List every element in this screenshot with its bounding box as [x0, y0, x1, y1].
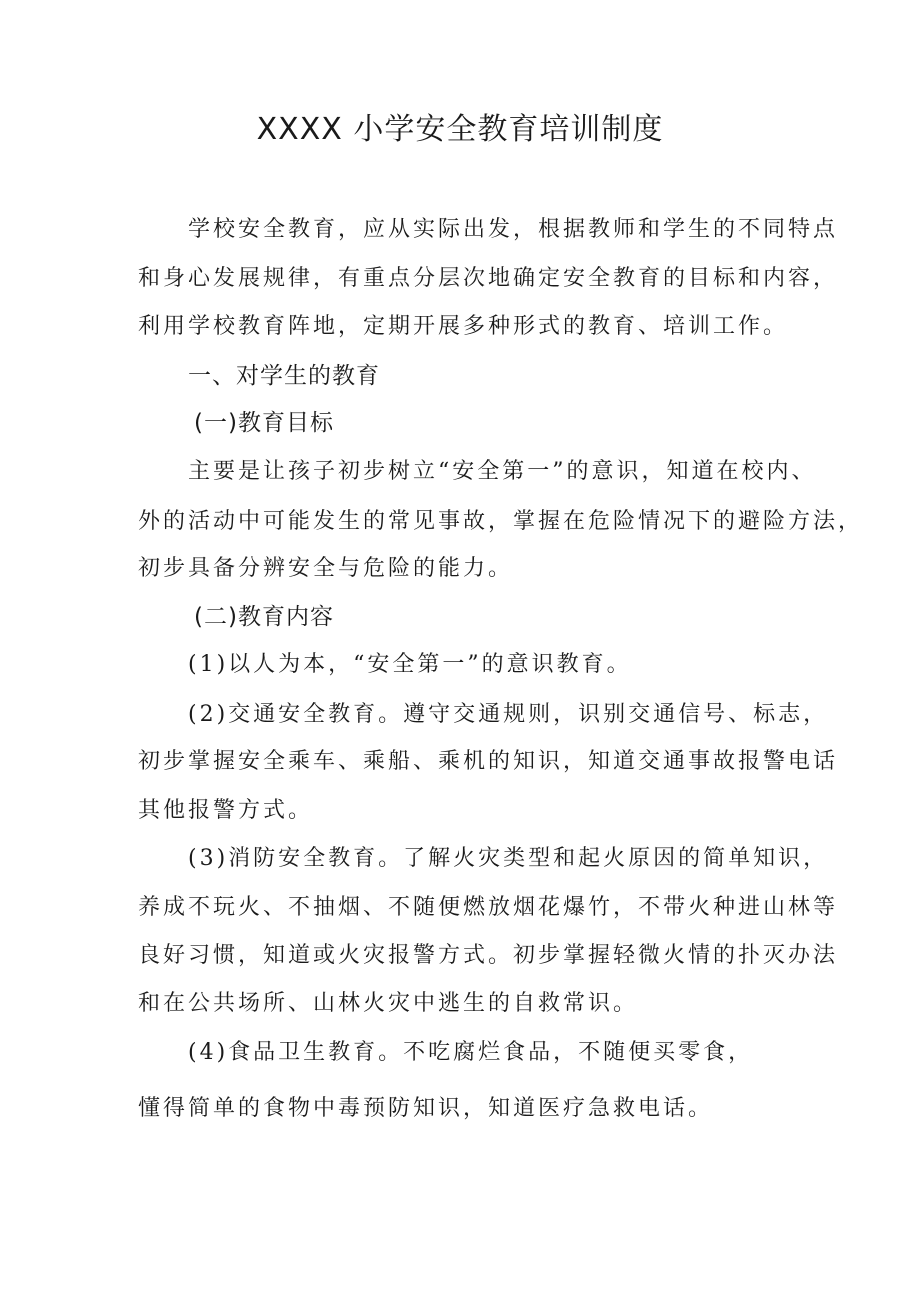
goals-line-2: 外的活动中可能发生的常见事故，掌握在危险情况下的避险方法，: [138, 509, 864, 534]
item-4-line-1: (4)食品卫生教育。不吃腐烂食品，不随便买零食，: [188, 1040, 754, 1065]
document-title: XXXX 小学安全教育培训制度: [256, 112, 664, 147]
item-1-line-1: (1)以人为本，“安全第一”的意识教育。: [188, 652, 632, 677]
subsection-heading-goals: (一)教育目标: [194, 410, 334, 436]
goals-line-1: 主要是让孩子初步树立“安全第一”的意识，知道在校内、: [188, 459, 817, 484]
item-3-line-1: (3)消防安全教育。了解火灾类型和起火原因的简单知识，: [188, 846, 829, 871]
goals-line-3: 初步具备分辨安全与危险的能力。: [138, 556, 514, 581]
intro-line-3: 利用学校教育阵地，定期开展多种形式的教育、培训工作。: [138, 314, 789, 339]
item-2-line-1: (2)交通安全教育。遵守交通规则，识别交通信号、标志，: [188, 702, 829, 727]
item-3-line-3: 良好习惯，知道或火灾报警方式。初步掌握轻微火情的扑灭办法: [138, 943, 839, 968]
section-heading: 一、对学生的教育: [188, 363, 380, 389]
subsection-heading-content: (二)教育内容: [194, 604, 334, 630]
intro-line-2: 和身心发展规律，有重点分层次地确定安全教育的目标和内容，: [138, 266, 839, 291]
item-3-line-4: 和在公共场所、山林火灾中逃生的自救常识。: [138, 991, 639, 1016]
intro-line-1: 学校安全教育，应从实际出发，根据教师和学生的不同特点: [188, 217, 839, 242]
item-2-line-2: 初步掌握安全乘车、乘船、乘机的知识，知道交通事故报警电话: [138, 749, 839, 774]
item-3-line-2: 养成不玩火、不抽烟、不随便燃放烟花爆竹，不带火种进山林等: [138, 895, 839, 920]
item-4-line-2: 懂得简单的食物中毒预防知识，知道医疗急救电话。: [138, 1096, 714, 1121]
item-2-line-3: 其他报警方式。: [138, 798, 314, 823]
